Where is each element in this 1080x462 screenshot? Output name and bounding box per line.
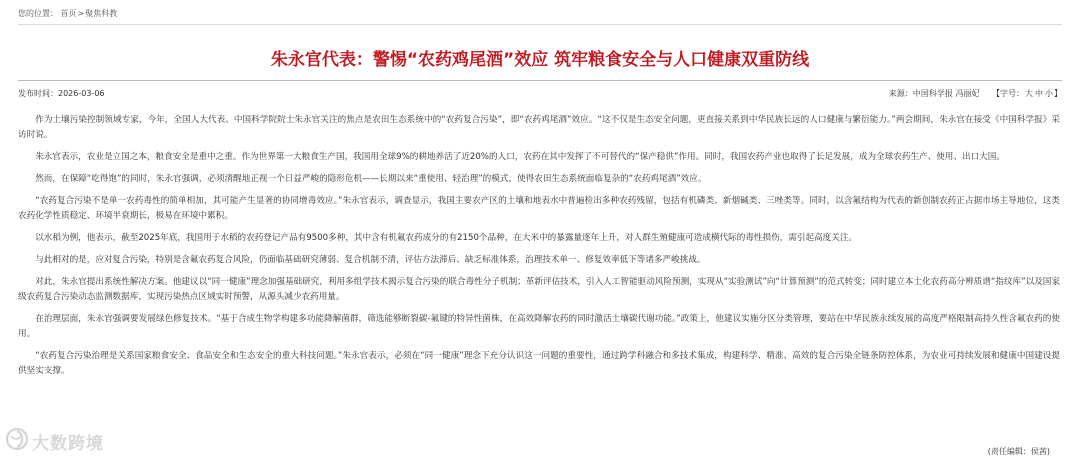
publish-date [18,88,105,100]
article-paragraph: 以水稻为例，他表示，截至2025年底，我国用于水稻的农药登记产品有9500多种，其中含有机氟农药成分的有2150个品种，在大米中的暴露量逐年上升，对人群生殖健康可造成横代际的毒性损伤，需引起高度关注。 [35,233,858,243]
swirl-logo-icon [4,426,30,456]
article-title: 朱永官代表：警惕“农药鸡尾酒”效应 筑牢粮食安全与人口健康双重防线 [270,50,810,71]
font-size-label: 【字号： [992,89,1024,98]
publish-date-label: 发布时间： [18,89,58,98]
article-paragraph: “农药复合污染不是单一农药毒性的简单相加，其可能产生显著的协同增毒效应。”朱永官表示，调查显示，我国主要农产区的土壤和地表水中普遍检出多种农药残留，包括有机磷类、新烟碱类、三唑类等。同时，以含氟结构为代表的新创制农药正占据市场主导地位，这类农药化学性质稳定、环境半衰期长，极易在环境中累积。 [18,196,1060,221]
publish-date-value: 2026-03-06 [58,89,105,98]
font-size-close: 】 [1054,89,1062,98]
source-value: 中国科学报 冯丽妃 [912,89,980,98]
font-size-large-button[interactable]: 大 [1025,89,1033,98]
responsible-editor: (责任编辑：侯茜) [987,447,1050,456]
article-paragraph: 与此相对的是，应对复合污染，特别是含氟农药复合风险，仍面临基础研究薄弱、复合机制不清，评估方法滞后、缺乏标准体系，治理技术单一、修复效率低下等诸多严峻挑战。 [35,255,706,265]
meta-divider [18,80,1062,81]
breadcrumb-section-link[interactable]: 聚焦科教 [85,9,118,18]
font-size-medium-button[interactable]: 中 [1035,89,1043,98]
breadcrumb-label: 您的位置： [18,9,58,18]
header-divider [18,24,1062,25]
article-body [18,113,1060,386]
article-paragraph: “农药复合污染治理是关系国家粮食安全、食品安全和生态安全的重大科技问题。”朱永官表示，必须在“同一健康”理念下充分认识这一问题的重要性，通过跨学科融合和多技术集成，构建科学、精准、高效的复合污染全链条防控体系，为农业可持续发展和健康中国建设提供坚实支撑。 [18,351,1060,376]
watermark [4,426,104,456]
article-paragraph: 对此，朱永官提出系统性解决方案。他建议以“同一健康”理念加强基础研究，利用多组学技术揭示复合污染的联合毒性分子机制；革新评估技术，引入人工智能驱动风险预测，实现从“实验测试”向“计算预测”的范式转变；同时建立本土化农药高分辨质谱“指纹库”以及国家级农药复合污染动态监测数据库，实现污染热点区域实时预警，从源头减少农药用量。 [18,277,1060,302]
source-label: 来源： [888,89,913,98]
breadcrumb-home-link[interactable]: 首页 [60,9,77,18]
breadcrumb-separator: > [77,9,85,18]
article-paragraph: 在治理层面，朱永官强调要发展绿色修复技术。“基于合成生物学构建多功能降解菌群，筛选能够断裂碳-氟键的特异性菌株，在高效降解农药的同时激活土壤碳代谢功能。”政策上，他建议实施分区分类管理，要站在中华民族永续发展的高度严格限制高持久性含氟农药的使用。 [18,314,1060,339]
article-paragraph: 朱永官表示，农业是立国之本，粮食安全是重中之重。作为世界第一大粮食生产国，我国用全球9%的耕地养活了近20%的人口，农药在其中发挥了不可替代的“保产稳供”作用。同时，我国农药产业也取得了长足发展，成为全球农药生产、使用、出口大国。 [35,152,1005,162]
font-size-small-button[interactable]: 小 [1045,89,1053,98]
article-source [889,88,1062,100]
font-size-control [992,89,1062,98]
article-paragraph: 然而，在保障“吃得饱”的同时，朱永官强调，必须清醒地正视一个日益严峻的隐形危机——长期以来“重使用、轻治理”的模式，使得农田生态系统面临复杂的“农药鸡尾酒”效应。 [35,174,707,184]
watermark-text: 大数跨境 [32,433,104,454]
article-paragraph: 作为土壤污染控制领域专家，今年，全国人大代表、中国科学院院士朱永官关注的焦点是农田生态系统中的“农药复合污染”，即“农药鸡尾酒”效应。“这不仅是生态安全问题，更直接关系到中华民族长远的人口健康与繁衍能力。”两会期间，朱永官在接受《中国科学报》采访时说。 [18,115,1060,140]
breadcrumb [18,8,117,20]
